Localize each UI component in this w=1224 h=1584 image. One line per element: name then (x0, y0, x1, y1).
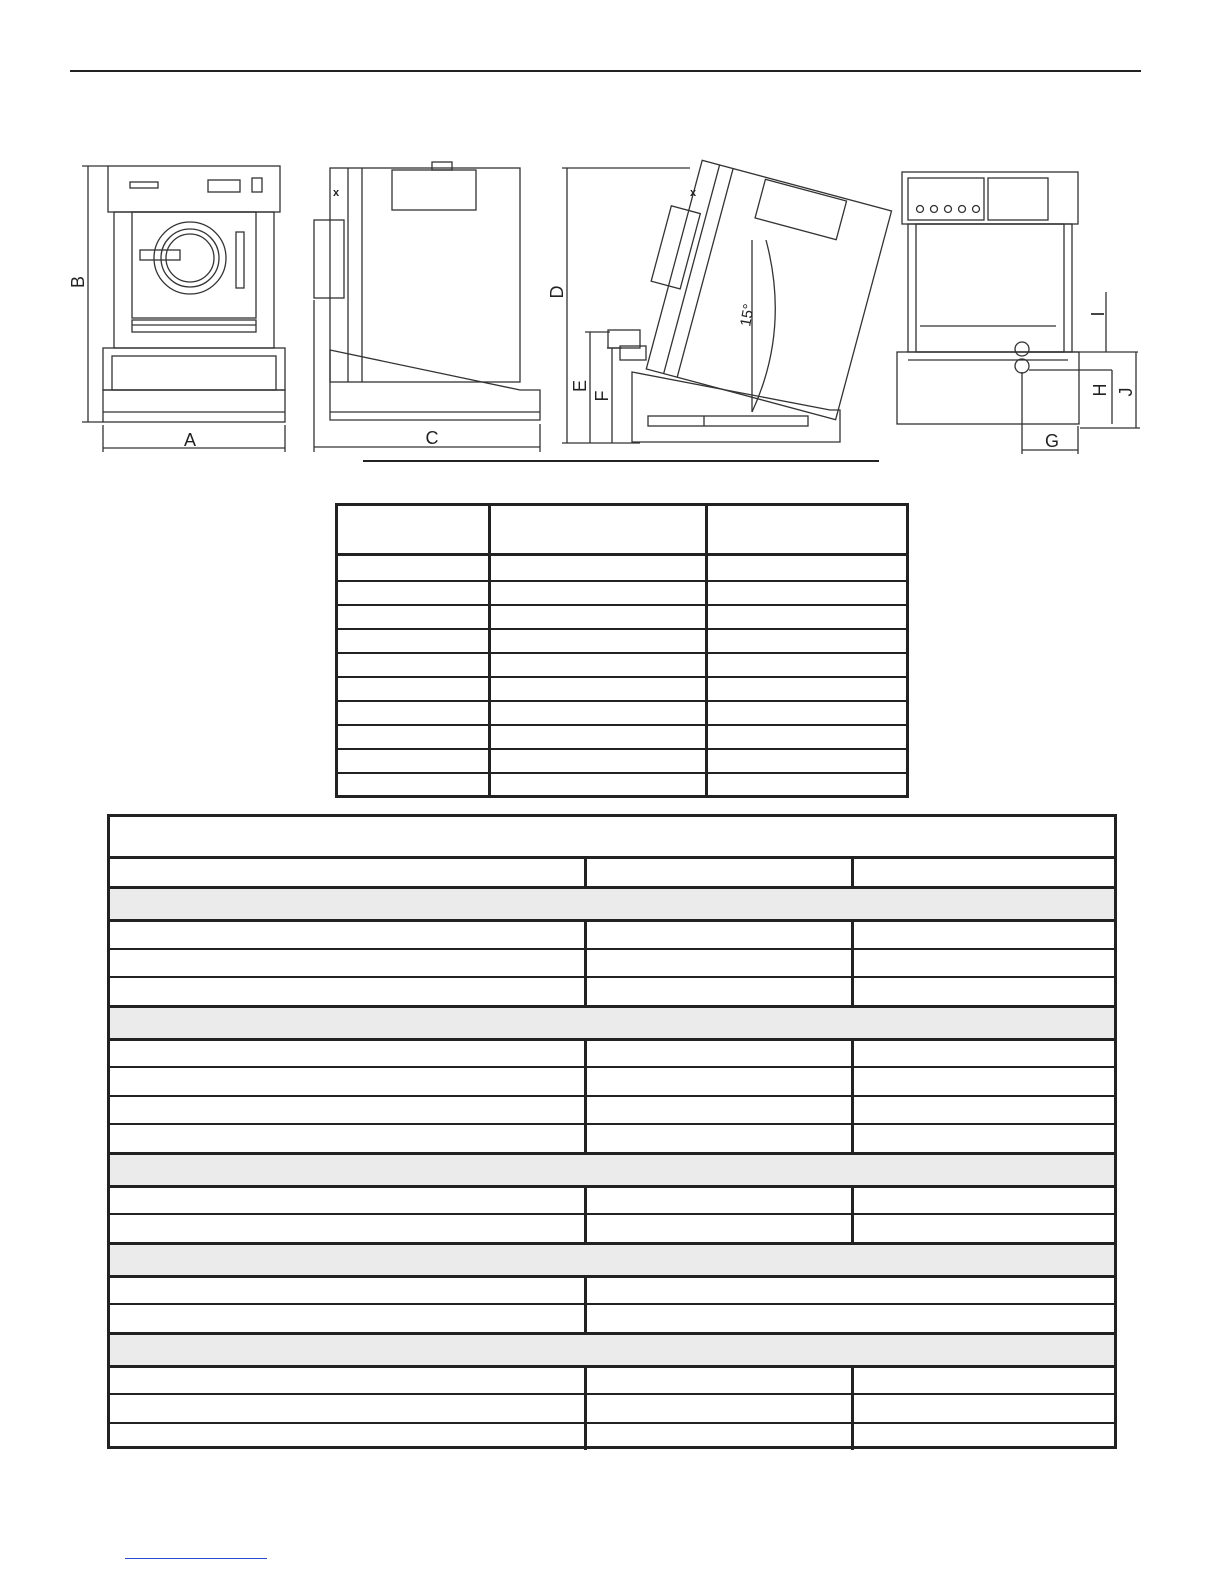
specification-table-divider (584, 1424, 587, 1451)
specification-table-divider (584, 1097, 587, 1124)
specification-table-divider (851, 978, 854, 1005)
dimension-table-divider (705, 506, 708, 795)
dimension-table-row (338, 700, 906, 724)
dimension-table-row (338, 604, 906, 628)
dim-label-b: B (68, 275, 88, 289)
dimension-table-cell (708, 774, 906, 795)
dimension-table (335, 503, 909, 798)
specification-table-cell (854, 1215, 1114, 1242)
specification-table-cell (854, 1068, 1114, 1095)
specification-table-cell (587, 1188, 851, 1214)
specification-section-title (110, 889, 1114, 919)
dim-label-j: J (1116, 387, 1136, 397)
dimension-table-cell (491, 678, 705, 700)
specification-table (107, 814, 1117, 1449)
dimension-table-row (338, 628, 906, 652)
specification-table-cell (110, 1188, 584, 1214)
x-mark-tilted: x (690, 187, 697, 199)
specification-table-cell (587, 1368, 851, 1394)
dimension-table-cell (338, 678, 488, 700)
specification-section-title (110, 1008, 1114, 1038)
figure-underline (363, 460, 879, 462)
specification-table-cell (587, 1305, 1114, 1332)
specification-table-cell (587, 1125, 851, 1152)
specification-table-divider (851, 922, 854, 948)
specification-table-row (110, 1066, 1114, 1095)
dimension-table-cell (491, 702, 705, 724)
dimension-table-cell (708, 606, 906, 628)
specification-section-header (110, 1005, 1114, 1038)
dimension-table-cell (338, 750, 488, 772)
specification-table-cell (587, 1395, 851, 1422)
specification-table-divider (584, 1125, 587, 1152)
specification-table-cell (110, 1305, 584, 1332)
specification-table-row (110, 948, 1114, 977)
dimension-table-row (338, 676, 906, 700)
specification-table-divider (584, 978, 587, 1005)
specification-table-cell (854, 1125, 1114, 1152)
specification-table-divider (584, 1215, 587, 1242)
dimension-table-header-cell (708, 506, 906, 553)
dimension-table-cell (338, 726, 488, 748)
specification-section-title (110, 1155, 1114, 1185)
specification-table-row (110, 1123, 1114, 1152)
footer-link[interactable] (125, 1558, 267, 1559)
specification-table-row (110, 1038, 1114, 1067)
specification-table-cell (854, 1424, 1114, 1451)
specification-table-divider (851, 1188, 854, 1214)
machine-dimension-drawings (0, 0, 1224, 480)
dim-label-a: A (183, 430, 197, 450)
specification-table-cell (587, 1041, 851, 1067)
specification-table-cell (110, 859, 584, 886)
specification-table-cell (110, 1395, 584, 1422)
specification-table-cell (587, 950, 851, 977)
specification-table-header (110, 856, 1114, 886)
dimension-table-cell (491, 630, 705, 652)
dimension-table-cell (708, 630, 906, 652)
specification-table-cell (587, 1424, 851, 1451)
specification-table-cell (110, 922, 584, 948)
specification-table-divider (584, 1068, 587, 1095)
specification-table-cell (110, 1041, 584, 1067)
specification-table-cell (587, 1278, 1114, 1304)
specification-table-divider (584, 859, 587, 886)
specification-table-divider (584, 950, 587, 977)
dimension-table-header (338, 506, 906, 553)
dim-label-g: G (1044, 431, 1060, 451)
specification-table-divider (584, 1368, 587, 1394)
specification-table-row (110, 976, 1114, 1005)
specification-table-row (110, 1095, 1114, 1124)
specification-table-cell (587, 1097, 851, 1124)
dimension-table-cell (708, 726, 906, 748)
dimension-table-cell (491, 606, 705, 628)
specification-table-cell (587, 1068, 851, 1095)
specification-table-cell (110, 1097, 584, 1124)
specification-table-cell (110, 1215, 584, 1242)
tilt-angle-label: 15° (737, 302, 758, 328)
specification-table-cell (854, 922, 1114, 948)
specification-table-divider (851, 1424, 854, 1451)
specification-table-cell (587, 859, 851, 886)
dim-label-f: F (592, 390, 612, 402)
specification-table-cell (110, 1368, 584, 1394)
specification-table-divider (851, 859, 854, 886)
specification-table-row (110, 1422, 1114, 1451)
specification-section-title (110, 1245, 1114, 1275)
specification-section-header (110, 1242, 1114, 1275)
dimension-table-cell (338, 654, 488, 676)
specification-table-row (110, 1213, 1114, 1242)
specification-table-title (110, 817, 1114, 856)
specification-table-title-text (110, 817, 1114, 856)
x-mark-side: x (333, 187, 340, 199)
specification-table-divider (584, 1395, 587, 1422)
front-view (82, 166, 285, 452)
dimension-table-row (338, 724, 906, 748)
specification-table-cell (110, 1424, 584, 1451)
dimension-table-cell (708, 702, 906, 724)
specification-table-cell (854, 1097, 1114, 1124)
specification-table-row (110, 1393, 1114, 1422)
dim-label-c: C (425, 428, 439, 448)
specification-table-divider (584, 1041, 587, 1067)
specification-table-divider (851, 1097, 854, 1124)
dimension-table-cell (338, 606, 488, 628)
specification-table-cell (854, 1368, 1114, 1394)
dim-label-i: I (1088, 311, 1108, 317)
dimension-table-cell (338, 556, 488, 580)
specification-section-title (110, 1335, 1114, 1365)
dimension-table-cell (708, 750, 906, 772)
specification-table-divider (584, 922, 587, 948)
dimension-table-row (338, 748, 906, 772)
specification-table-cell (854, 859, 1114, 886)
specification-section-header (110, 1152, 1114, 1185)
specification-section-header (110, 1332, 1114, 1365)
specification-table-cell (854, 950, 1114, 977)
specification-table-divider (851, 1068, 854, 1095)
specification-table-cell (587, 922, 851, 948)
dimension-table-row (338, 580, 906, 604)
specification-table-cell (110, 978, 584, 1005)
dimension-table-cell (708, 556, 906, 580)
specification-table-row (110, 1365, 1114, 1394)
dimension-table-cell (338, 774, 488, 795)
side-view (314, 162, 540, 452)
dimension-table-row (338, 652, 906, 676)
specification-table-cell (587, 1215, 851, 1242)
dimension-table-cell (338, 582, 488, 604)
dimension-table-cell (491, 582, 705, 604)
dimension-table-row (338, 553, 906, 580)
dim-label-d: D (547, 285, 567, 299)
specification-table-row (110, 1185, 1114, 1214)
dimension-table-cell (491, 774, 705, 795)
dimension-table-header-cell (491, 506, 705, 553)
dimension-table-cell (491, 726, 705, 748)
dimension-table-header-cell (338, 506, 488, 553)
specification-table-cell (854, 1041, 1114, 1067)
specification-table-cell (110, 950, 584, 977)
specification-table-cell (110, 1125, 584, 1152)
dimension-table-cell (708, 654, 906, 676)
specification-table-divider (584, 1305, 587, 1332)
dimension-table-divider (488, 506, 491, 795)
dimension-table-cell (338, 702, 488, 724)
specification-table-divider (584, 1188, 587, 1214)
dimension-table-cell (491, 556, 705, 580)
dimension-table-cell (708, 582, 906, 604)
dim-label-h: H (1090, 383, 1110, 397)
dimension-table-cell (491, 654, 705, 676)
specification-table-cell (854, 1395, 1114, 1422)
specification-section-header (110, 886, 1114, 919)
dimension-table-cell (491, 750, 705, 772)
specification-table-cell (587, 978, 851, 1005)
dimension-table-row (338, 772, 906, 795)
specification-table-row (110, 919, 1114, 948)
specification-table-row (110, 1275, 1114, 1304)
specification-table-divider (851, 1368, 854, 1394)
specification-table-divider (851, 1395, 854, 1422)
specification-table-cell (854, 978, 1114, 1005)
specification-table-divider (851, 1125, 854, 1152)
specification-table-divider (584, 1278, 587, 1304)
specification-table-cell (110, 1068, 584, 1095)
specification-table-divider (851, 1041, 854, 1067)
specification-table-divider (851, 1215, 854, 1242)
dimension-table-cell (708, 678, 906, 700)
specification-table-cell (854, 1188, 1114, 1214)
specification-table-cell (110, 1278, 584, 1304)
specification-table-divider (851, 950, 854, 977)
dim-label-e: E (570, 379, 590, 393)
specification-table-row (110, 1303, 1114, 1332)
dimension-table-cell (338, 630, 488, 652)
